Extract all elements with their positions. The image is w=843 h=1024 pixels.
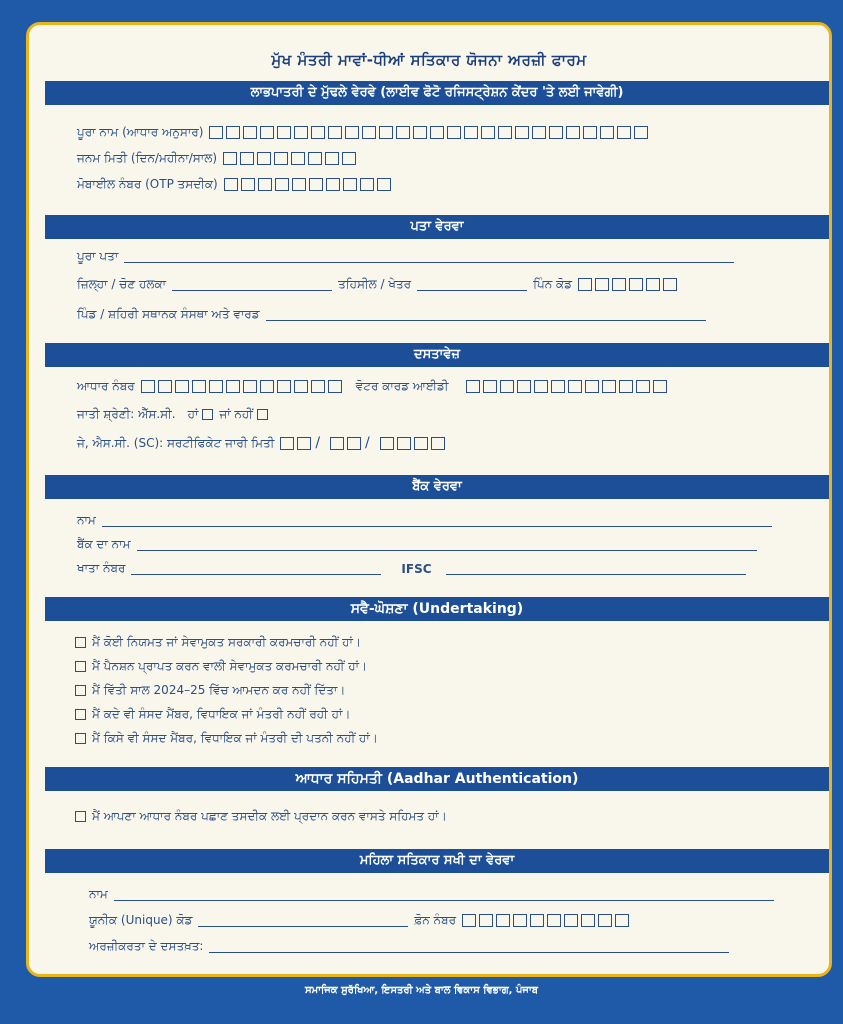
input-box[interactable]	[547, 914, 561, 927]
input-box[interactable]	[498, 126, 512, 139]
undertaking-item	[71, 659, 367, 674]
full-address-label: ਪੂਰਾ ਪਤਾ	[77, 249, 119, 263]
input-box[interactable]	[343, 178, 357, 191]
input-box[interactable]	[466, 380, 480, 393]
input-box[interactable]	[481, 126, 495, 139]
input-box[interactable]	[311, 380, 325, 393]
date-slash: /	[365, 435, 370, 451]
dob-boxes[interactable]	[223, 152, 356, 165]
district-row	[77, 277, 677, 292]
input-box[interactable]	[549, 126, 563, 139]
input-box[interactable]	[619, 380, 633, 393]
pincode-boxes[interactable]	[578, 278, 677, 291]
input-box[interactable]	[430, 126, 444, 139]
input-box[interactable]	[292, 178, 306, 191]
input-box[interactable]	[517, 380, 531, 393]
input-box[interactable]	[260, 126, 274, 139]
input-box[interactable]	[568, 380, 582, 393]
input-box[interactable]	[578, 278, 592, 291]
form-title: ਮੁੱਖ ਮੰਤਰੀ ਮਾਵਾਂ-ਧੀਆਂ ਸਤਿਕਾਰ ਯੋਜਨਾ ਅਰਜ਼ੀ ਫਾਰਮ	[271, 51, 587, 69]
undertaking-checkbox[interactable]	[75, 661, 86, 672]
input-box[interactable]	[243, 126, 257, 139]
input-box[interactable]	[500, 380, 514, 393]
undertaking-checkbox[interactable]	[75, 637, 86, 648]
input-box[interactable]	[534, 380, 548, 393]
sakhi-name-line[interactable]	[114, 888, 774, 901]
account-holder-label: ਨਾਮ	[77, 513, 96, 527]
input-box[interactable]	[513, 914, 527, 927]
input-box[interactable]	[431, 437, 445, 450]
input-box[interactable]	[226, 126, 240, 139]
input-box[interactable]	[297, 437, 311, 450]
input-box[interactable]	[291, 152, 305, 165]
input-box[interactable]	[629, 278, 643, 291]
input-box[interactable]	[602, 380, 616, 393]
input-box[interactable]	[223, 152, 237, 165]
village-label: ਪਿੰਡ / ਸ਼ਹਿਰੀ ਸਥਾਨਕ ਸੰਸਥਾ ਅਤੇ ਵਾਰਡ	[77, 307, 260, 321]
input-box[interactable]	[396, 126, 410, 139]
input-box[interactable]	[583, 126, 597, 139]
sc-cert-year-boxes[interactable]	[380, 437, 445, 450]
full-address-row	[77, 249, 740, 264]
aadhar-consent-text: ਮੈਂ ਆਪਣਾ ਆਧਾਰ ਨੰਬਰ ਪਛਾਣ ਤਸਦੀਕ ਲਈ ਪ੍ਰਦਾਨ ਕਰਨ ਵਾਸਤੇ ਸਹਿਮਤ ਹਾਂ।	[92, 809, 447, 823]
undertaking-item	[71, 731, 378, 746]
input-box[interactable]	[328, 126, 342, 139]
input-box[interactable]	[277, 380, 291, 393]
input-box[interactable]	[192, 380, 206, 393]
input-box[interactable]	[362, 126, 376, 139]
input-box[interactable]	[380, 437, 394, 450]
signature-label: ਅਰਜ਼ੀਕਰਤਾ ਦੇ ਦਸਤਖ਼ਤ:	[89, 939, 204, 953]
input-box[interactable]	[360, 178, 374, 191]
sakhi-name-label: ਨਾਮ	[89, 887, 108, 901]
input-box[interactable]	[653, 380, 667, 393]
sc-cert-month-boxes[interactable]	[330, 437, 361, 450]
tehsil-line[interactable]	[417, 278, 527, 291]
full-name-boxes[interactable]	[209, 126, 648, 139]
undertaking-text: ਮੈਂ ਕਿਸੇ ਵੀ ਸੰਸਦ ਮੈਂਬਰ, ਵਿਧਾਇਕ ਜਾਂ ਮੰਤਰੀ ਦੀ ਪਤਨੀ ਨਹੀਂ ਹਾਂ।	[92, 731, 378, 745]
bank-row	[77, 537, 763, 552]
input-box[interactable]	[496, 914, 510, 927]
input-box[interactable]	[634, 126, 648, 139]
undertaking-text: ਮੈਂ ਕਦੇ ਵੀ ਸੰਸਦ ਮੈਂਬਰ, ਵਿਧਾਇਕ ਜਾਂ ਮੰਤਰੀ ਨਹੀਂ ਰਹੀ ਹਾਂ।	[92, 707, 351, 721]
undertaking-text: ਮੈਂ ਕੋਈ ਨਿਯਮਤ ਜਾਂ ਸੇਵਾਮੁਕਤ ਸਰਕਾਰੀ ਕਰਮਚਾਰੀ ਨਹੀਂ ਹਾਂ।	[92, 635, 361, 649]
district-label: ਜ਼ਿਲ੍ਹਾ / ਚੋਣ ਹਲਕਾ	[77, 277, 167, 291]
full-address-line[interactable]	[124, 250, 734, 263]
caste-yes-label: ਹਾਂ	[187, 407, 199, 421]
input-box[interactable]	[598, 914, 612, 927]
mobile-boxes[interactable]	[224, 178, 391, 191]
ifsc-label: IFSC	[401, 561, 432, 576]
input-box[interactable]	[551, 380, 565, 393]
input-box[interactable]	[311, 126, 325, 139]
input-box[interactable]	[462, 914, 476, 927]
signature-row	[89, 939, 735, 954]
dob-label: ਜਨਮ ਮਿਤੀ (ਦਿਨ/ਮਹੀਨਾ/ਸਾਲ)	[77, 151, 218, 165]
section-documents: ਦਸਤਾਵੇਜ਼	[45, 343, 829, 367]
input-box[interactable]	[595, 278, 609, 291]
undertaking-checkbox[interactable]	[75, 685, 86, 696]
input-box[interactable]	[564, 914, 578, 927]
aadhar-row	[77, 379, 667, 394]
caste-yes-checkbox[interactable]	[202, 409, 213, 420]
input-box[interactable]	[209, 126, 223, 139]
input-box[interactable]	[479, 914, 493, 927]
input-box[interactable]	[257, 152, 271, 165]
caste-row	[77, 407, 274, 422]
input-box[interactable]	[532, 126, 546, 139]
date-slash: /	[315, 435, 321, 451]
aadhar-no-label: ਆਧਾਰ ਨੰਬਰ	[77, 379, 135, 393]
section-sakhi: ਮਹਿਲਾ ਸਤਿਕਾਰ ਸਖੀ ਦਾ ਵੇਰਵਾ	[45, 849, 829, 873]
input-box[interactable]	[413, 126, 427, 139]
dob-row	[77, 151, 356, 166]
account-line[interactable]	[131, 562, 381, 575]
sc-cert-day-boxes[interactable]	[280, 437, 311, 450]
input-box[interactable]	[175, 380, 189, 393]
ifsc-line[interactable]	[446, 562, 746, 575]
caste-no-checkbox[interactable]	[257, 409, 268, 420]
input-box[interactable]	[515, 126, 529, 139]
caste-no-label: ਜਾਂ ਨਹੀਂ	[219, 407, 253, 421]
input-box[interactable]	[347, 437, 361, 450]
signature-line[interactable]	[209, 940, 729, 953]
input-box[interactable]	[325, 152, 339, 165]
section-beneficiary: ਲਾਭਪਾਤਰੀ ਦੇ ਮੁੱਢਲੇ ਵੇਰਵੇ (ਲਾਈਵ ਫੋਟੋ ਰਜਿਸਟ੍ਰੇਸ਼ਨ ਕੇਂਦਰ 'ਤੇ ਲਈ ਜਾਵੇਗੀ)	[45, 81, 829, 105]
tehsil-label: ਤਹਿਸੀਲ / ਖੇਤਰ	[338, 277, 412, 291]
input-box[interactable]	[636, 380, 650, 393]
sakhi-code-row	[89, 913, 629, 928]
input-box[interactable]	[345, 126, 359, 139]
voter-id-label: ਵੋਟਰ ਕਾਰਡ ਆਈਡੀ	[355, 379, 449, 393]
input-box[interactable]	[414, 437, 428, 450]
input-box[interactable]	[141, 380, 155, 393]
input-box[interactable]	[258, 178, 272, 191]
input-box[interactable]	[224, 178, 238, 191]
input-box[interactable]	[294, 380, 308, 393]
mobile-label: ਮੋਬਾਈਲ ਨੰਬਰ (OTP ਤਸਦੀਕ)	[77, 177, 218, 191]
input-box[interactable]	[275, 178, 289, 191]
caste-label: ਜਾਤੀ ਸ਼੍ਰੇਣੀ: ਐੱਸ.ਸੀ.	[77, 407, 176, 421]
input-box[interactable]	[585, 380, 599, 393]
undertaking-checkbox[interactable]	[75, 733, 86, 744]
input-box[interactable]	[274, 152, 288, 165]
input-box[interactable]	[330, 437, 344, 450]
full-name-label: ਪੂਰਾ ਨਾਮ (ਆਧਾਰ ਅਨੁਸਾਰ)	[77, 125, 204, 139]
input-box[interactable]	[566, 126, 580, 139]
voter-id-boxes[interactable]	[466, 380, 667, 393]
account-label: ਖਾਤਾ ਨੰਬਰ	[77, 561, 126, 575]
input-box[interactable]	[615, 914, 629, 927]
undertaking-text: ਮੈਂ ਪੈਨਸ਼ਨ ਪ੍ਰਾਪਤ ਕਰਨ ਵਾਲੀ ਸੇਵਾਮੁਕਤ ਕਰਮਚਾਰੀ ਨਹੀਂ ਹਾਂ।	[92, 659, 368, 673]
input-box[interactable]	[397, 437, 411, 450]
bank-name-line[interactable]	[137, 538, 757, 551]
sakhi-phone-label: ਫ਼ੋਨ ਨੰਬਰ	[414, 913, 457, 927]
input-box[interactable]	[226, 380, 240, 393]
input-box[interactable]	[617, 126, 631, 139]
input-box[interactable]	[464, 126, 478, 139]
input-box[interactable]	[581, 914, 595, 927]
aadhar-consent-row	[71, 809, 447, 824]
sakhi-name-row	[89, 887, 780, 902]
input-box[interactable]	[240, 152, 254, 165]
input-box[interactable]	[277, 126, 291, 139]
district-line[interactable]	[172, 278, 332, 291]
input-box[interactable]	[241, 178, 255, 191]
undertaking-item	[71, 707, 350, 722]
input-box[interactable]	[260, 380, 274, 393]
aadhar-boxes[interactable]	[141, 380, 342, 393]
input-box[interactable]	[483, 380, 497, 393]
form-sheet	[26, 22, 832, 977]
sc-cert-row	[77, 435, 445, 451]
input-box[interactable]	[447, 126, 461, 139]
input-box[interactable]	[280, 437, 294, 450]
input-box[interactable]	[326, 178, 340, 191]
sc-cert-label: ਜੇ, ਐਸ.ਸੀ. (SC): ਸਰਟੀਫਿਕੇਟ ਜਾਰੀ ਮਿਤੀ	[77, 435, 275, 450]
account-row	[77, 561, 752, 576]
input-box[interactable]	[308, 152, 322, 165]
input-box[interactable]	[646, 278, 660, 291]
input-box[interactable]	[158, 380, 172, 393]
input-box[interactable]	[209, 380, 223, 393]
sakhi-phone-boxes[interactable]	[462, 914, 629, 927]
aadhar-consent-checkbox[interactable]	[75, 811, 86, 822]
undertaking-item	[71, 683, 345, 698]
sakhi-unique-line[interactable]	[198, 914, 408, 927]
bank-name-label: ਬੈਂਕ ਦਾ ਨਾਮ	[77, 537, 131, 551]
input-box[interactable]	[243, 380, 257, 393]
pincode-label: ਪਿੰਨ ਕੋਡ	[533, 277, 573, 291]
full-name-row	[77, 125, 648, 140]
section-address: ਪਤਾ ਵੇਰਵਾ	[45, 215, 829, 239]
input-box[interactable]	[530, 914, 544, 927]
input-box[interactable]	[663, 278, 677, 291]
section-undertaking: ਸਵੈ-ਘੋਸ਼ਣਾ (Undertaking)	[45, 597, 829, 621]
village-line[interactable]	[266, 308, 706, 321]
input-box[interactable]	[612, 278, 626, 291]
mobile-row	[77, 177, 391, 192]
section-aadhar: ਆਧਾਰ ਸਹਿਮਤੀ (Aadhar Authentication)	[45, 767, 829, 791]
input-box[interactable]	[600, 126, 614, 139]
input-box[interactable]	[328, 380, 342, 393]
input-box[interactable]	[377, 178, 391, 191]
section-bank: ਬੈਂਕ ਵੇਰਵਾ	[45, 475, 829, 499]
input-box[interactable]	[309, 178, 323, 191]
bank-name-row	[77, 513, 778, 528]
input-box[interactable]	[294, 126, 308, 139]
input-box[interactable]	[342, 152, 356, 165]
undertaking-item	[71, 635, 361, 650]
village-row	[77, 307, 712, 322]
footer-department: ਸਮਾਜਿਕ ਸੁਰੱਖਿਆ, ਇਸਤਰੀ ਅਤੇ ਬਾਲ ਵਿਕਾਸ ਵਿਭਾਗ, ਪੰਜਾਬ	[304, 985, 539, 996]
input-box[interactable]	[379, 126, 393, 139]
sakhi-unique-label: ਯੂਨੀਕ (Unique) ਕੋਡ	[89, 913, 193, 927]
account-holder-line[interactable]	[102, 514, 772, 527]
undertaking-text: ਮੈਂ ਵਿੱਤੀ ਸਾਲ 2024–25 ਵਿੱਚ ਆਮਦਨ ਕਰ ਨਹੀਂ ਦਿੱਤਾ।	[92, 683, 346, 697]
undertaking-checkbox[interactable]	[75, 709, 86, 720]
